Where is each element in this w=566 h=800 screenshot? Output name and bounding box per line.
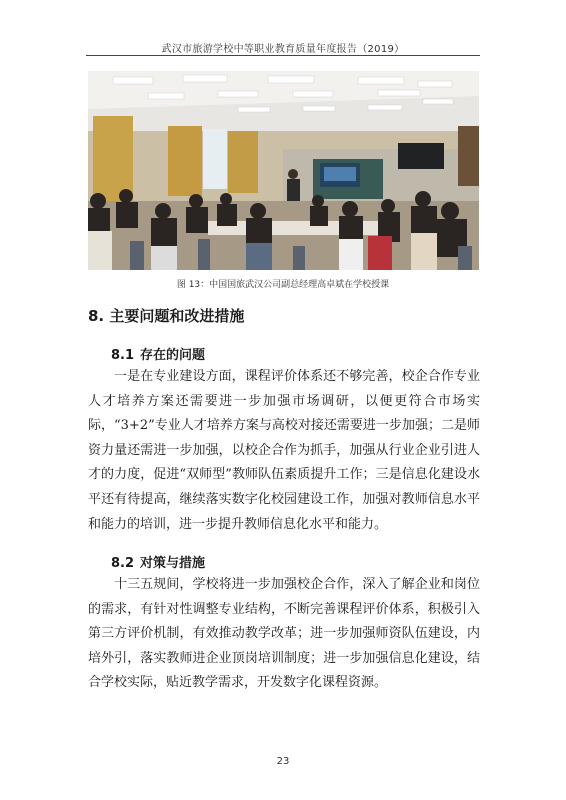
subsection-heading-8-2	[111, 552, 205, 571]
measures-paragraph: 十三五规间，学校将进一步加强校企合作，深入了解企业和岗位的需求，有针对性调整专业结构，不断完善课程评价体系，积极引入第三方评价机制，有效推动教学改革；进一步加强师资队伍建设，内培外引，落实教师进企业顶岗培训制度；进一步加强信息化建设，结合学校实际，贴近教学需求，开发数字化课程资源。	[88, 577, 480, 691]
subsection-title: 对策与措施	[140, 556, 206, 571]
header-rule	[86, 55, 480, 56]
section-heading: 8. 主要问题和改进措施	[88, 307, 245, 325]
classroom-photo	[88, 71, 479, 270]
classroom-photo-illustration	[88, 71, 479, 270]
page-number: 23	[276, 756, 290, 767]
subsection-number: 8.1	[111, 348, 135, 363]
figure-caption: 图 13：中国国旅武汉公司副总经理高卓斌在学校授课	[176, 280, 390, 290]
subsection-number: 8.2	[111, 556, 135, 571]
subsection-heading-8-1	[111, 344, 205, 363]
problems-paragraph: 一是在专业建设方面，课程评价体系还不够完善，校企合作专业人才培养方案还需要进一步加强市场调研，以便更符合市场实际，“3+2”专业人才培养方案与高校对接还需要进一步加强；二是师资力量还需进一步加强，以校企合作为抓手，加强从行业企业引进人才的力度，促进“双师型”教师队伍素质提升工作；三是信息化建设水平还有待提高，继续落实数字化校园建设工作，加强对教师信息水平和能力的培训，进一步提升教师信息化水平和能力。	[88, 369, 480, 532]
subsection-title: 存在的问题	[140, 348, 206, 363]
running-header: 武汉市旅游学校中等职业教育质量年度报告（2019）	[161, 44, 405, 55]
